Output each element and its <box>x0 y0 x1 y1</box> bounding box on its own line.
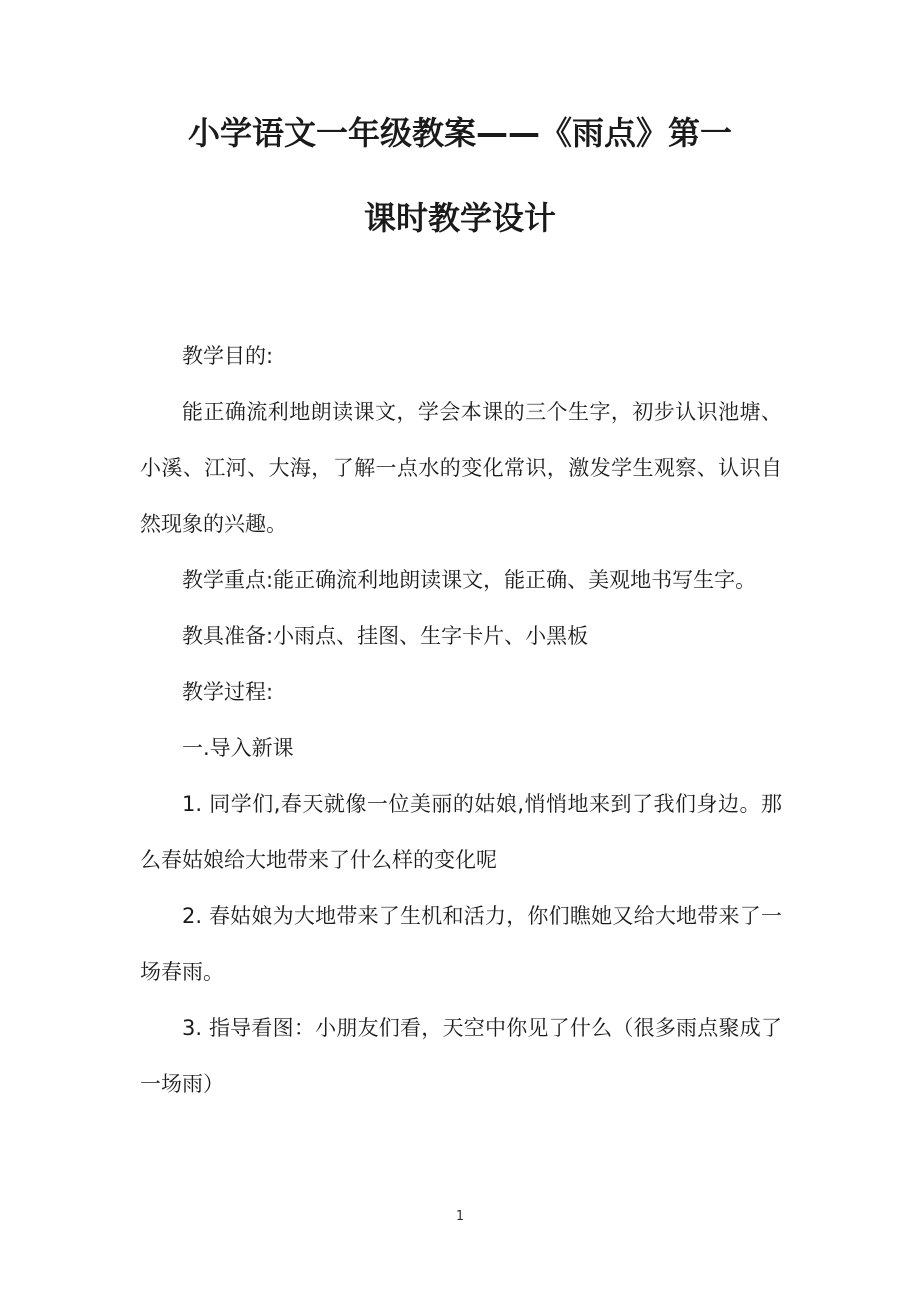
paragraph-step-3: 3. 指导看图：小朋友们看，天空中你见了什么（很多雨点聚成了一场雨） <box>140 1016 782 1096</box>
paragraph-step-2: 2. 春姑娘为大地带来了生机和活力，你们瞧她又给大地带来了一场春雨。 <box>140 904 782 984</box>
document-body <box>140 328 782 1112</box>
paragraph-teaching-materials: 教具准备:小雨点、挂图、生字卡片、小黑板 <box>182 624 589 648</box>
document-title-line-1: 小学语文一年级教案——《雨点》第一 <box>187 114 732 152</box>
paragraph-teaching-process-heading: 教学过程: <box>182 680 274 704</box>
document-title-line-2: 课时教学设计 <box>363 199 556 237</box>
paragraph-teaching-goal: 能正确流利地朗读课文，学会本课的三个生字，初步认识池塘、小溪、江河、大海，了解一点水的变化常识，激发学生观察、认识自然现象的兴趣。 <box>140 400 782 536</box>
page-number: 1 <box>455 1209 465 1224</box>
paragraph-teaching-goal-heading: 教学目的: <box>182 344 274 368</box>
paragraph-teaching-focus: 教学重点:能正确流利地朗读课文，能正确、美观地书写生字。 <box>182 568 757 592</box>
paragraph-step-1: 1. 同学们,春天就像一位美丽的姑娘,悄悄地来到了我们身边。那么春姑娘给大地带来了什么样的变化呢 <box>140 792 782 872</box>
paragraph-section-intro: 一.导入新课 <box>182 736 294 760</box>
